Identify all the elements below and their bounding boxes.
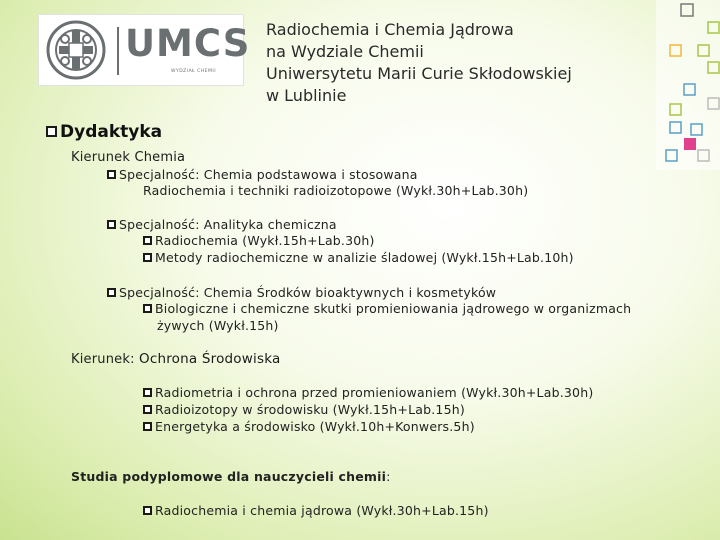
spec-2-title: Specjalność: Analityka chemiczna: [107, 217, 337, 232]
spec-2-item-1: Radiochemia (Wykł.15h+Lab.30h): [143, 233, 375, 248]
decorative-squares: [656, 0, 720, 170]
postgrad-item-1: Radiochemia i chemia jądrowa (Wykł.30h+Lab.15h): [143, 503, 489, 518]
spec-3-item-line-1: Biologiczne i chemiczne skutki promieniowania jądrowego w organizmach: [143, 301, 631, 316]
spec-3-item-line-2: żywych (Wykł.15h): [157, 318, 279, 333]
kierunek-name: Ochrona Środowiska: [139, 351, 281, 367]
bullet-icon: [143, 422, 152, 431]
heading-text: Dydaktyka: [60, 122, 163, 142]
bullet-icon: [143, 253, 152, 262]
spec-1-title: Specjalność: Chemia podstawowa i stosowana: [107, 167, 418, 182]
bullet-icon: [107, 170, 116, 179]
ochrona-item-3: Energetyka a środowisko (Wykł.10h+Konwers.5h): [143, 419, 475, 434]
kierunek-label: Kierunek:: [71, 352, 135, 367]
ochrona-item-2: Radioizotopy w środowisku (Wykł.15h+Lab.15h): [143, 402, 465, 417]
title-line-3: Uniwersytetu Marii Curie Skłodowskiej: [266, 64, 572, 83]
bullet-icon: [143, 506, 152, 515]
bullet-icon: [143, 304, 152, 313]
umcs-logo: [38, 14, 251, 86]
logo-wordmark: UMCS: [125, 22, 251, 65]
logo-divider: [117, 27, 119, 75]
bullet-icon: [107, 220, 116, 229]
spec-3-title: Specjalność: Chemia Środków bioaktywnych i kosmetyków: [107, 285, 496, 300]
page-title: [266, 19, 572, 107]
kierunek-chemia: [71, 150, 185, 165]
postgrad-title: Studia podyplomowe dla nauczycieli chemii:: [71, 469, 391, 484]
ochrona-item-1: Radiometria i ochrona przed promieniowaniem (Wykł.30h+Lab.30h): [143, 385, 593, 400]
section-heading: [46, 122, 162, 142]
spec-1-course: Radiochemia i techniki radioizotopowe (Wykł.30h+Lab.30h): [143, 183, 529, 198]
kierunek-ochrona: [71, 351, 280, 367]
bullet-icon: [143, 388, 152, 397]
title-line-2: na Wydziale Chemii: [266, 42, 424, 61]
kierunek-label: Kierunek: [71, 150, 131, 165]
bullet-icon: [107, 288, 116, 297]
title-line-4: w Lublinie: [266, 86, 347, 105]
bullet-icon: [143, 236, 152, 245]
kierunek-name: Chemia: [134, 150, 186, 165]
bullet-icon: [46, 126, 57, 137]
logo-subtitle: WYDZIAŁ CHEMII: [171, 69, 217, 74]
bullet-icon: [143, 405, 152, 414]
spec-2-item-2: Metody radiochemiczne w analizie śladowej (Wykł.15h+Lab.10h): [143, 250, 574, 265]
umcs-seal-icon: [45, 19, 107, 81]
title-line-1: Radiochemia i Chemia Jądrowa: [266, 20, 514, 39]
